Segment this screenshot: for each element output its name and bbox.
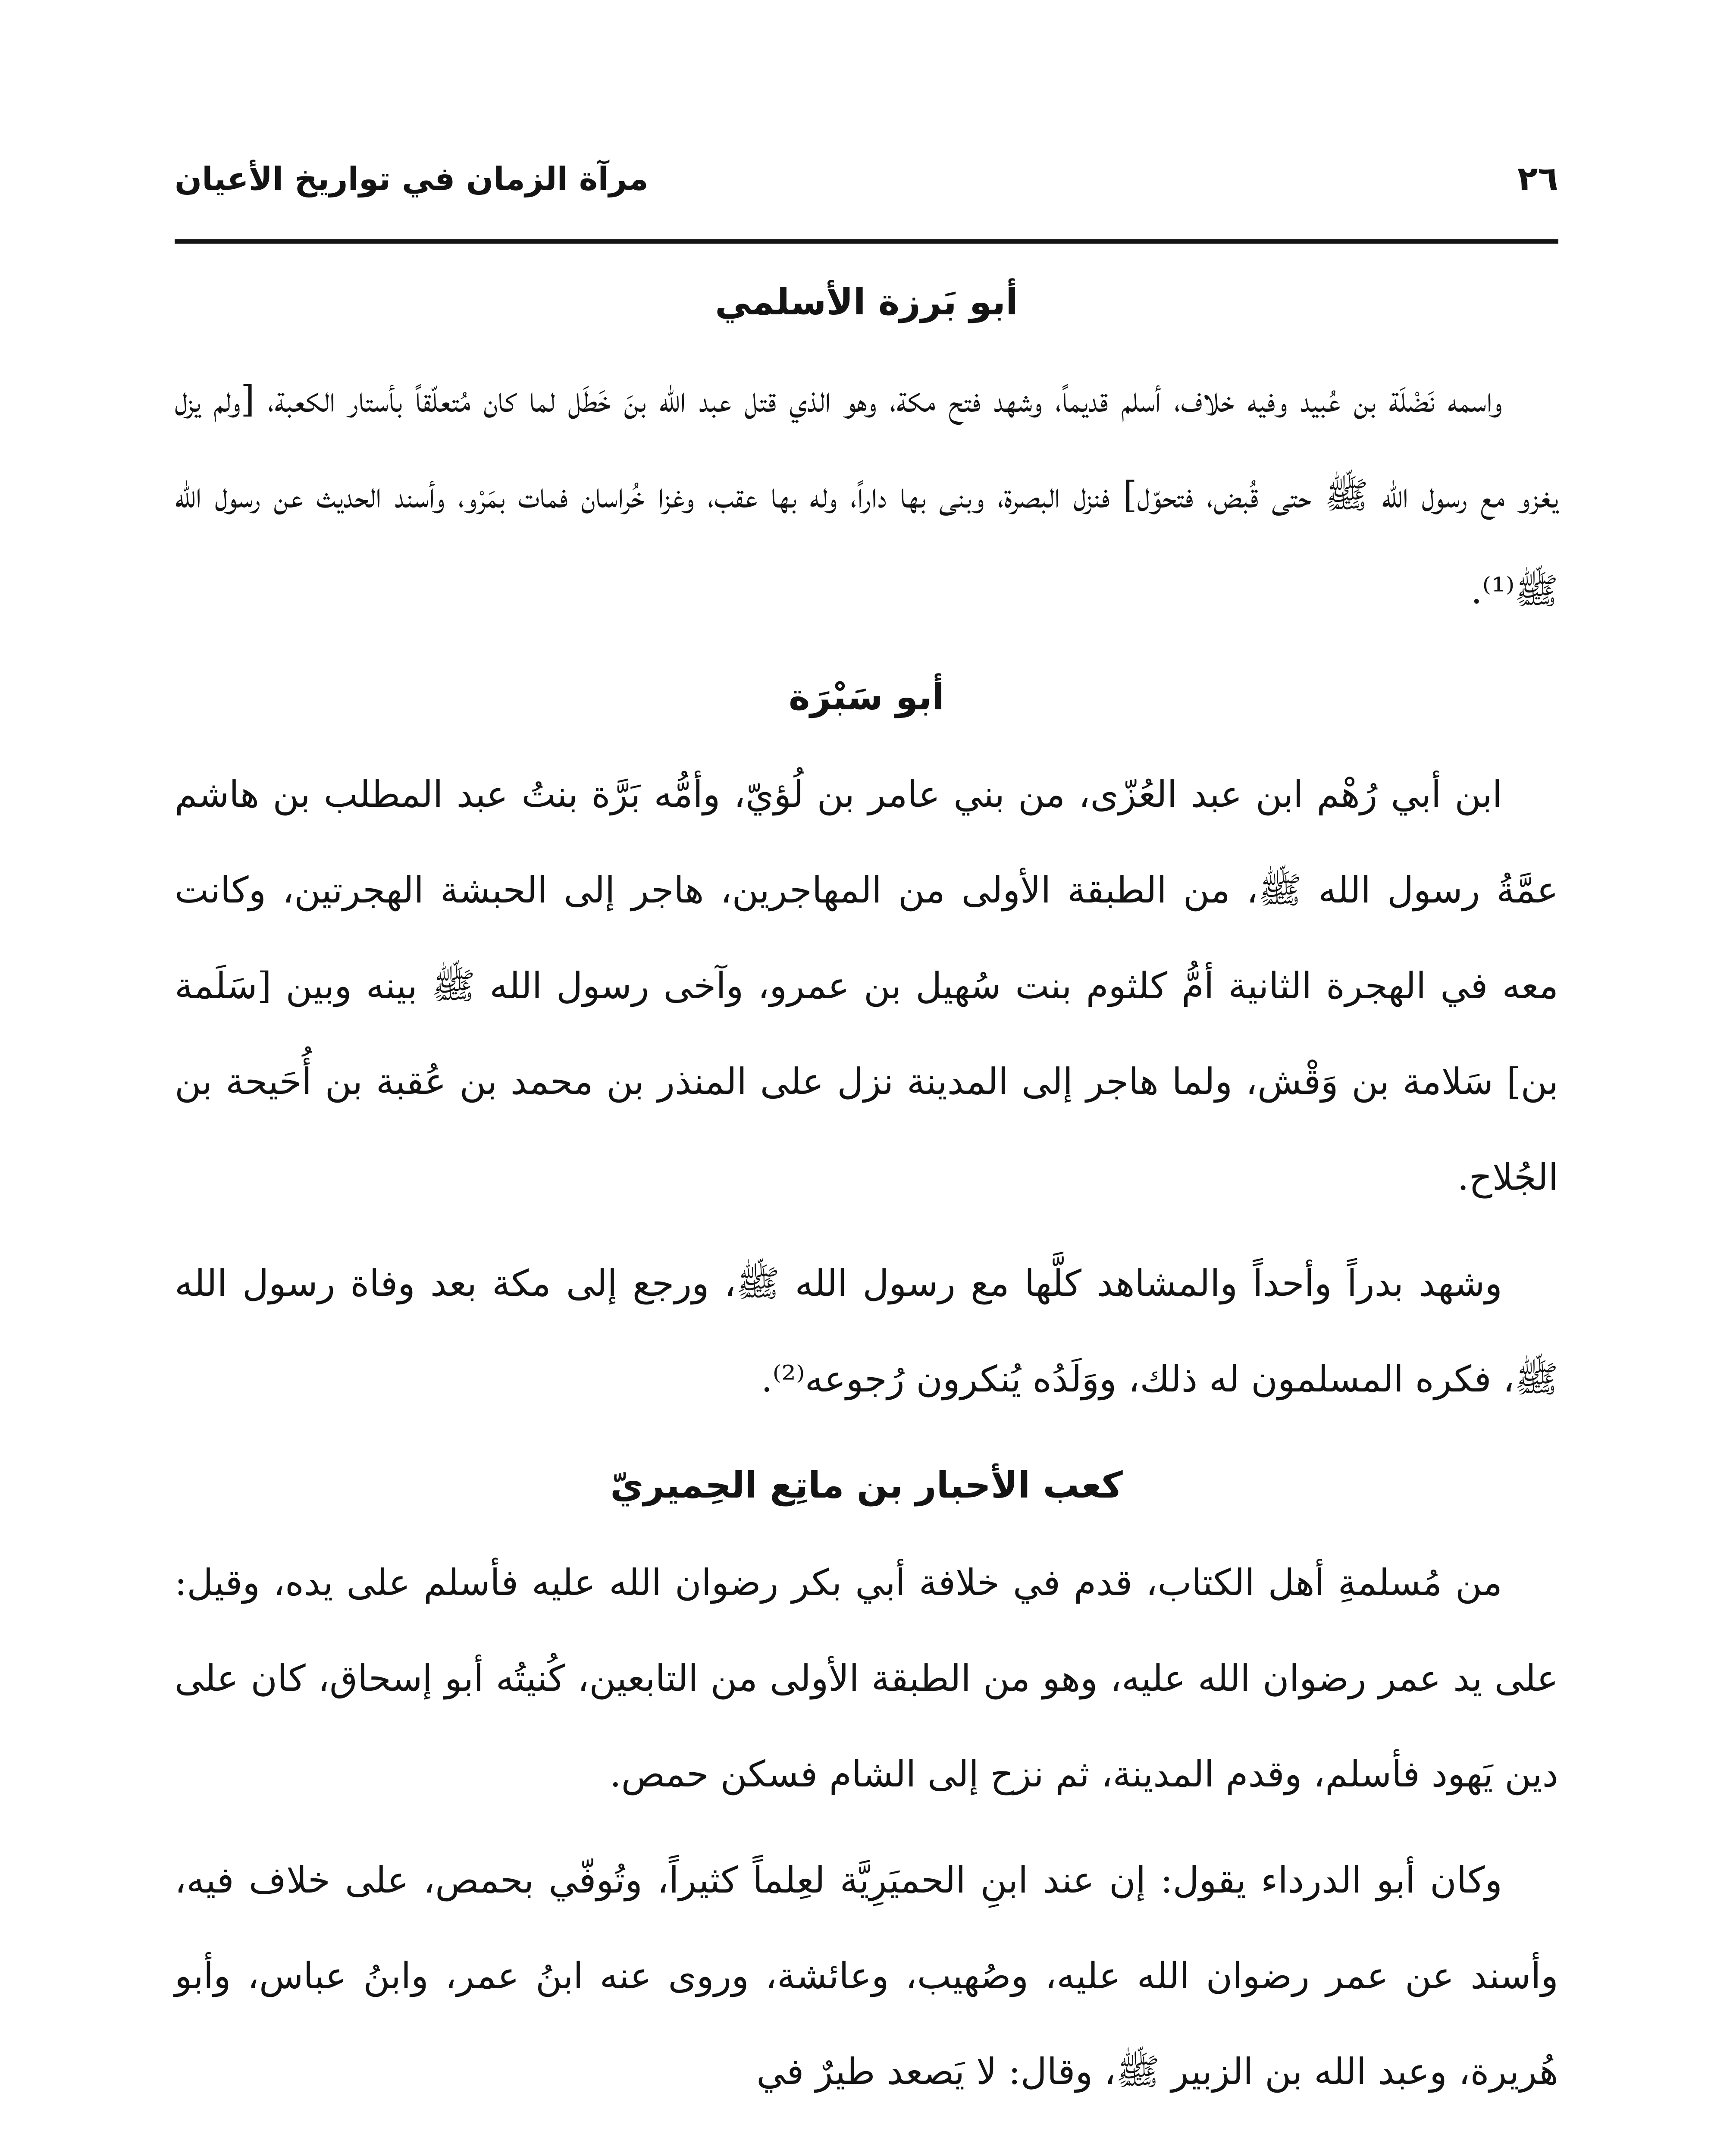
entry-paragraph: وشهد بدراً وأحداً والمشاهد كلَّها مع رسول الله ﷺ، ورجع إلى مكة بعد وفاة رسول الله ﷺ، فكره المسلمون له ذلك، ووَلَدُه يُنكرون رُجوعه⁽²⁾. [175, 1262, 1558, 1400]
book-title: مرآة الزمان في تواريخ الأعيان [175, 160, 649, 197]
header-divider [175, 239, 1558, 244]
page-number: ٢٦ [1517, 160, 1558, 198]
entry-heading: أبو بَرزة الأسلمي [715, 281, 1018, 323]
main-text [175, 270, 1558, 2145]
entry-abu-sabra [175, 664, 1558, 1427]
entry-paragraph: وكان أبو الدرداء يقول: إن عند ابنِ الحميَرِيَّة لعِلماً كثيراً، وتُوفّي بحمص، على خلاف فيه، وأسند عن عمر رضوان الله عليه، وصُهيب، وعائشة، وروى عنه ابنُ عمر، وابنُ عباس، وأبو هُريرة، وعبد الله بن الزبير ﷺ، وقال: لا يَصعد طيرٌ في [175, 1859, 1558, 2093]
entry-abu-barza [175, 270, 1558, 639]
entry-heading: أبو سَبْرَة [789, 676, 944, 718]
entry-paragraph: من مُسلمةِ أهل الكتاب، قدم في خلافة أبي بكر رضوان الله عليه فأسلم على يده، وقيل: على يد عمر رضوان الله عليه، وهو من الطبقة الأولى من التابعين، كُنيتُه أبو إسحاق، كان على دين يَهود فأسلم، وقدم المدينة، ثم نزح إلى الشام فسكن حمص. [175, 1561, 1558, 1795]
entry-paragraph: واسمه نَضْلَة بن عُبيد وفيه خلاف، أسلم قديماً، وشهد فتح مكة، وهو الذي قتل عبد الله بنَ خَطَل لما كان مُتعلّقاً بأستار الكعبة، [ولم يزل يغزو مع رسول الله ﷺ حتى قُبض، فتحوّل] فنزل البصرة، وبنى بها داراً، وله بها عقب، وغزا خُراسان فمات بمَرْو، وأسند الحديث عن رسول الله ﷺ⁽¹⁾. [175, 378, 1558, 612]
entry-heading: كعب الأحبار بن ماتِع الحِميريّ [610, 1464, 1123, 1506]
entry-kaab-al-ahbar [175, 1453, 1558, 2119]
entry-paragraph: ابن أبي رُهْم ابن عبد العُزّى، من بني عامر بن لُؤيّ، وأمُّه بَرَّة بنتُ عبد المطلب بن هاشم عمَّةُ رسول الله ﷺ، من الطبقة الأولى من المهاجرين، هاجر إلى الحبشة الهجرتين، وكانت معه في الهجرة الثانية أمُّ كلثوم بنت سُهيل بن عمرو، وآخى رسول الله ﷺ بينه وبين [سَلَمة بن] سَلامة بن وَقْش، ولما هاجر إلى المدينة نزل على المنذر بن محمد بن عُقبة بن أُحَيحة بن الجُلاح. [175, 773, 1558, 1198]
running-header [175, 147, 1558, 211]
